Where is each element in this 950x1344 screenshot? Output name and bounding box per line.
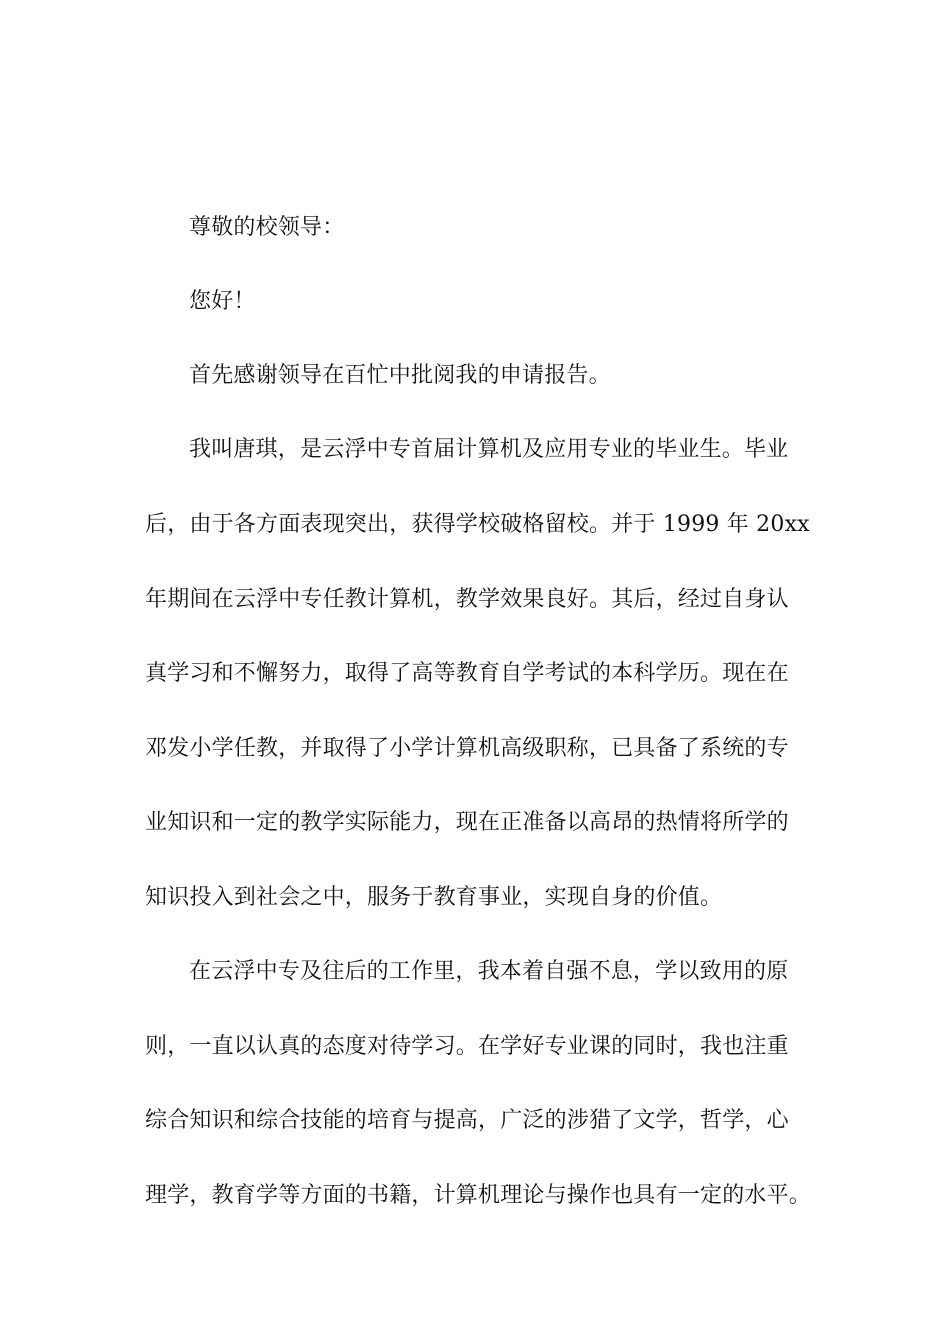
- body-line: 邓发小学任教，并取得了小学计算机高级职称，已具备了系统的专: [145, 736, 789, 761]
- body-line: 我叫唐琪，是云浮中专首届计算机及应用专业的毕业生。毕业: [189, 437, 789, 462]
- body-line: 真学习和不懈努力，取得了高等教育自学考试的本科学历。现在在: [145, 661, 789, 686]
- body-line: 业知识和一定的教学实际能力，现在正准备以高昂的热情将所学的: [145, 810, 789, 835]
- salutation-line: 您好！: [189, 289, 256, 314]
- body-line: 理学，教育学等方面的书籍，计算机理论与操作也具有一定的水平。: [145, 1183, 812, 1208]
- body-line: 年期间在云浮中专任教计算机，教学效果良好。其后，经过自身认: [145, 587, 789, 612]
- body-line: 后，由于各方面表现突出，获得学校破格留校。并于 1999 年 20xx: [145, 512, 810, 537]
- body-line: 首先感谢领导在百忙中批阅我的申请报告。: [189, 363, 611, 388]
- body-line: 则，一直以认真的态度对待学习。在学好专业课的同时，我也注重: [145, 1034, 789, 1059]
- greeting-line: 尊敬的校领导：: [189, 215, 345, 240]
- body-line: 知识投入到社会之中，服务于教育事业，实现自身的价值。: [145, 885, 723, 910]
- body-line: 综合知识和综合技能的培育与提高，广泛的涉猎了文学，哲学，心: [145, 1108, 789, 1133]
- body-line: 在云浮中专及往后的工作里，我本着自强不息，学以致用的原: [189, 959, 789, 984]
